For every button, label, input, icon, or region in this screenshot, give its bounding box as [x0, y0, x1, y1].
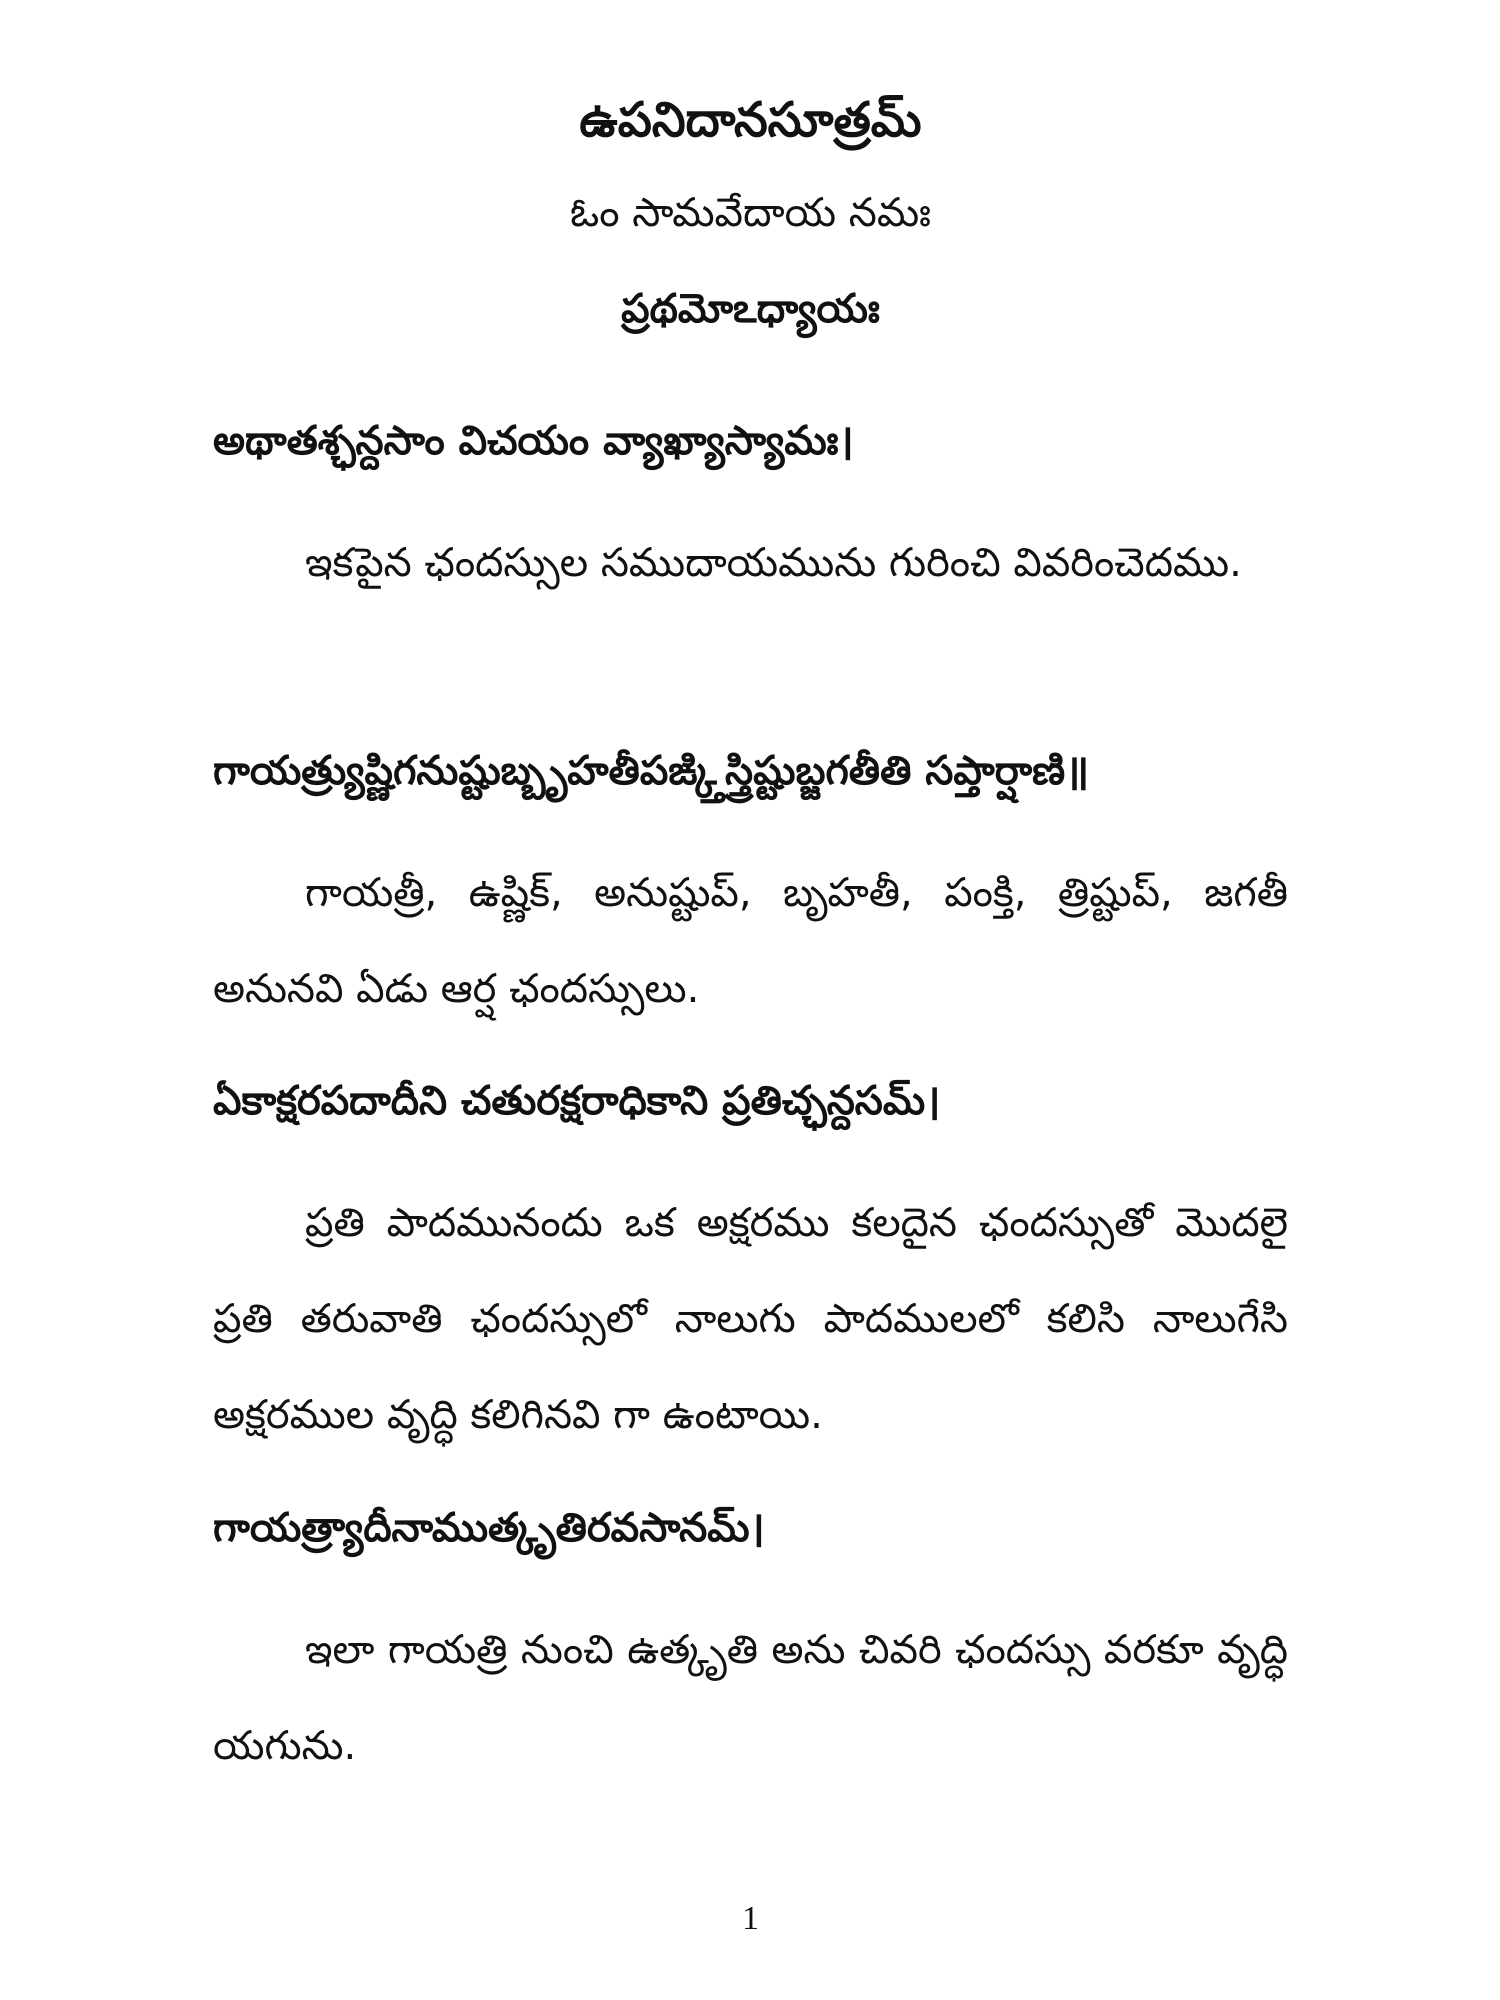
meaning-1: ఇకపైన ఛందస్సుల సముదాయమును గురించి వివరించెదము. — [305, 540, 1242, 586]
chapter-heading: ప్రథమోఽధ్యాయః — [621, 286, 880, 332]
sutra-4: గాయత్ర్యాదీనాముత్కృతిరవసానమ్। — [213, 1505, 765, 1551]
sutra-3: ఏకాక్షరపదాదీని చతురక్షరాధికాని ప్రతిచ్ఛన్దసమ్। — [213, 1078, 941, 1124]
page-title: ఉపనిదానసూత్రమ్ — [579, 92, 922, 148]
sutra-2: గాయత్ర్యుష్ణిగనుష్టుబ్బృహతీపఙ్క్తిస్త్రిష్టుబ్జగతీతి సప్తార్షాణి॥ — [213, 748, 1090, 794]
page-number: 1 — [742, 1900, 759, 1937]
meaning-2: గాయత్రీ, ఉష్ణిక్, అనుష్టుప్, బృహతీ, పంక్తి, త్రిష్టుప్, జగతీ అనునవి ఏడు ఆర్ష ఛందస్సులు. — [213, 870, 1288, 1012]
sutra-1: అథాతశ్ఛన్దసాం విచయం వ్యాఖ్యాస్యామః। — [213, 418, 854, 464]
invocation-line: ఓం సామవేదాయ నమః — [570, 190, 931, 236]
meaning-3: ప్రతి పాదమునందు ఒక అక్షరము కలదైన ఛందస్సుతో మొదలై ప్రతి తరువాతి ఛందస్సులో నాలుగు పాదములలో కలిసి నాలుగేసి అక్షరముల వృద్ధి కలిగినవి గా ఉంటాయి. — [213, 1200, 1288, 1438]
document-page — [213, 0, 1288, 2000]
meaning-4: ఇలా గాయత్రి నుంచి ఉత్కృతి అను చివరి ఛందస్సు వరకూ వృద్ధి యగును. — [213, 1627, 1288, 1769]
